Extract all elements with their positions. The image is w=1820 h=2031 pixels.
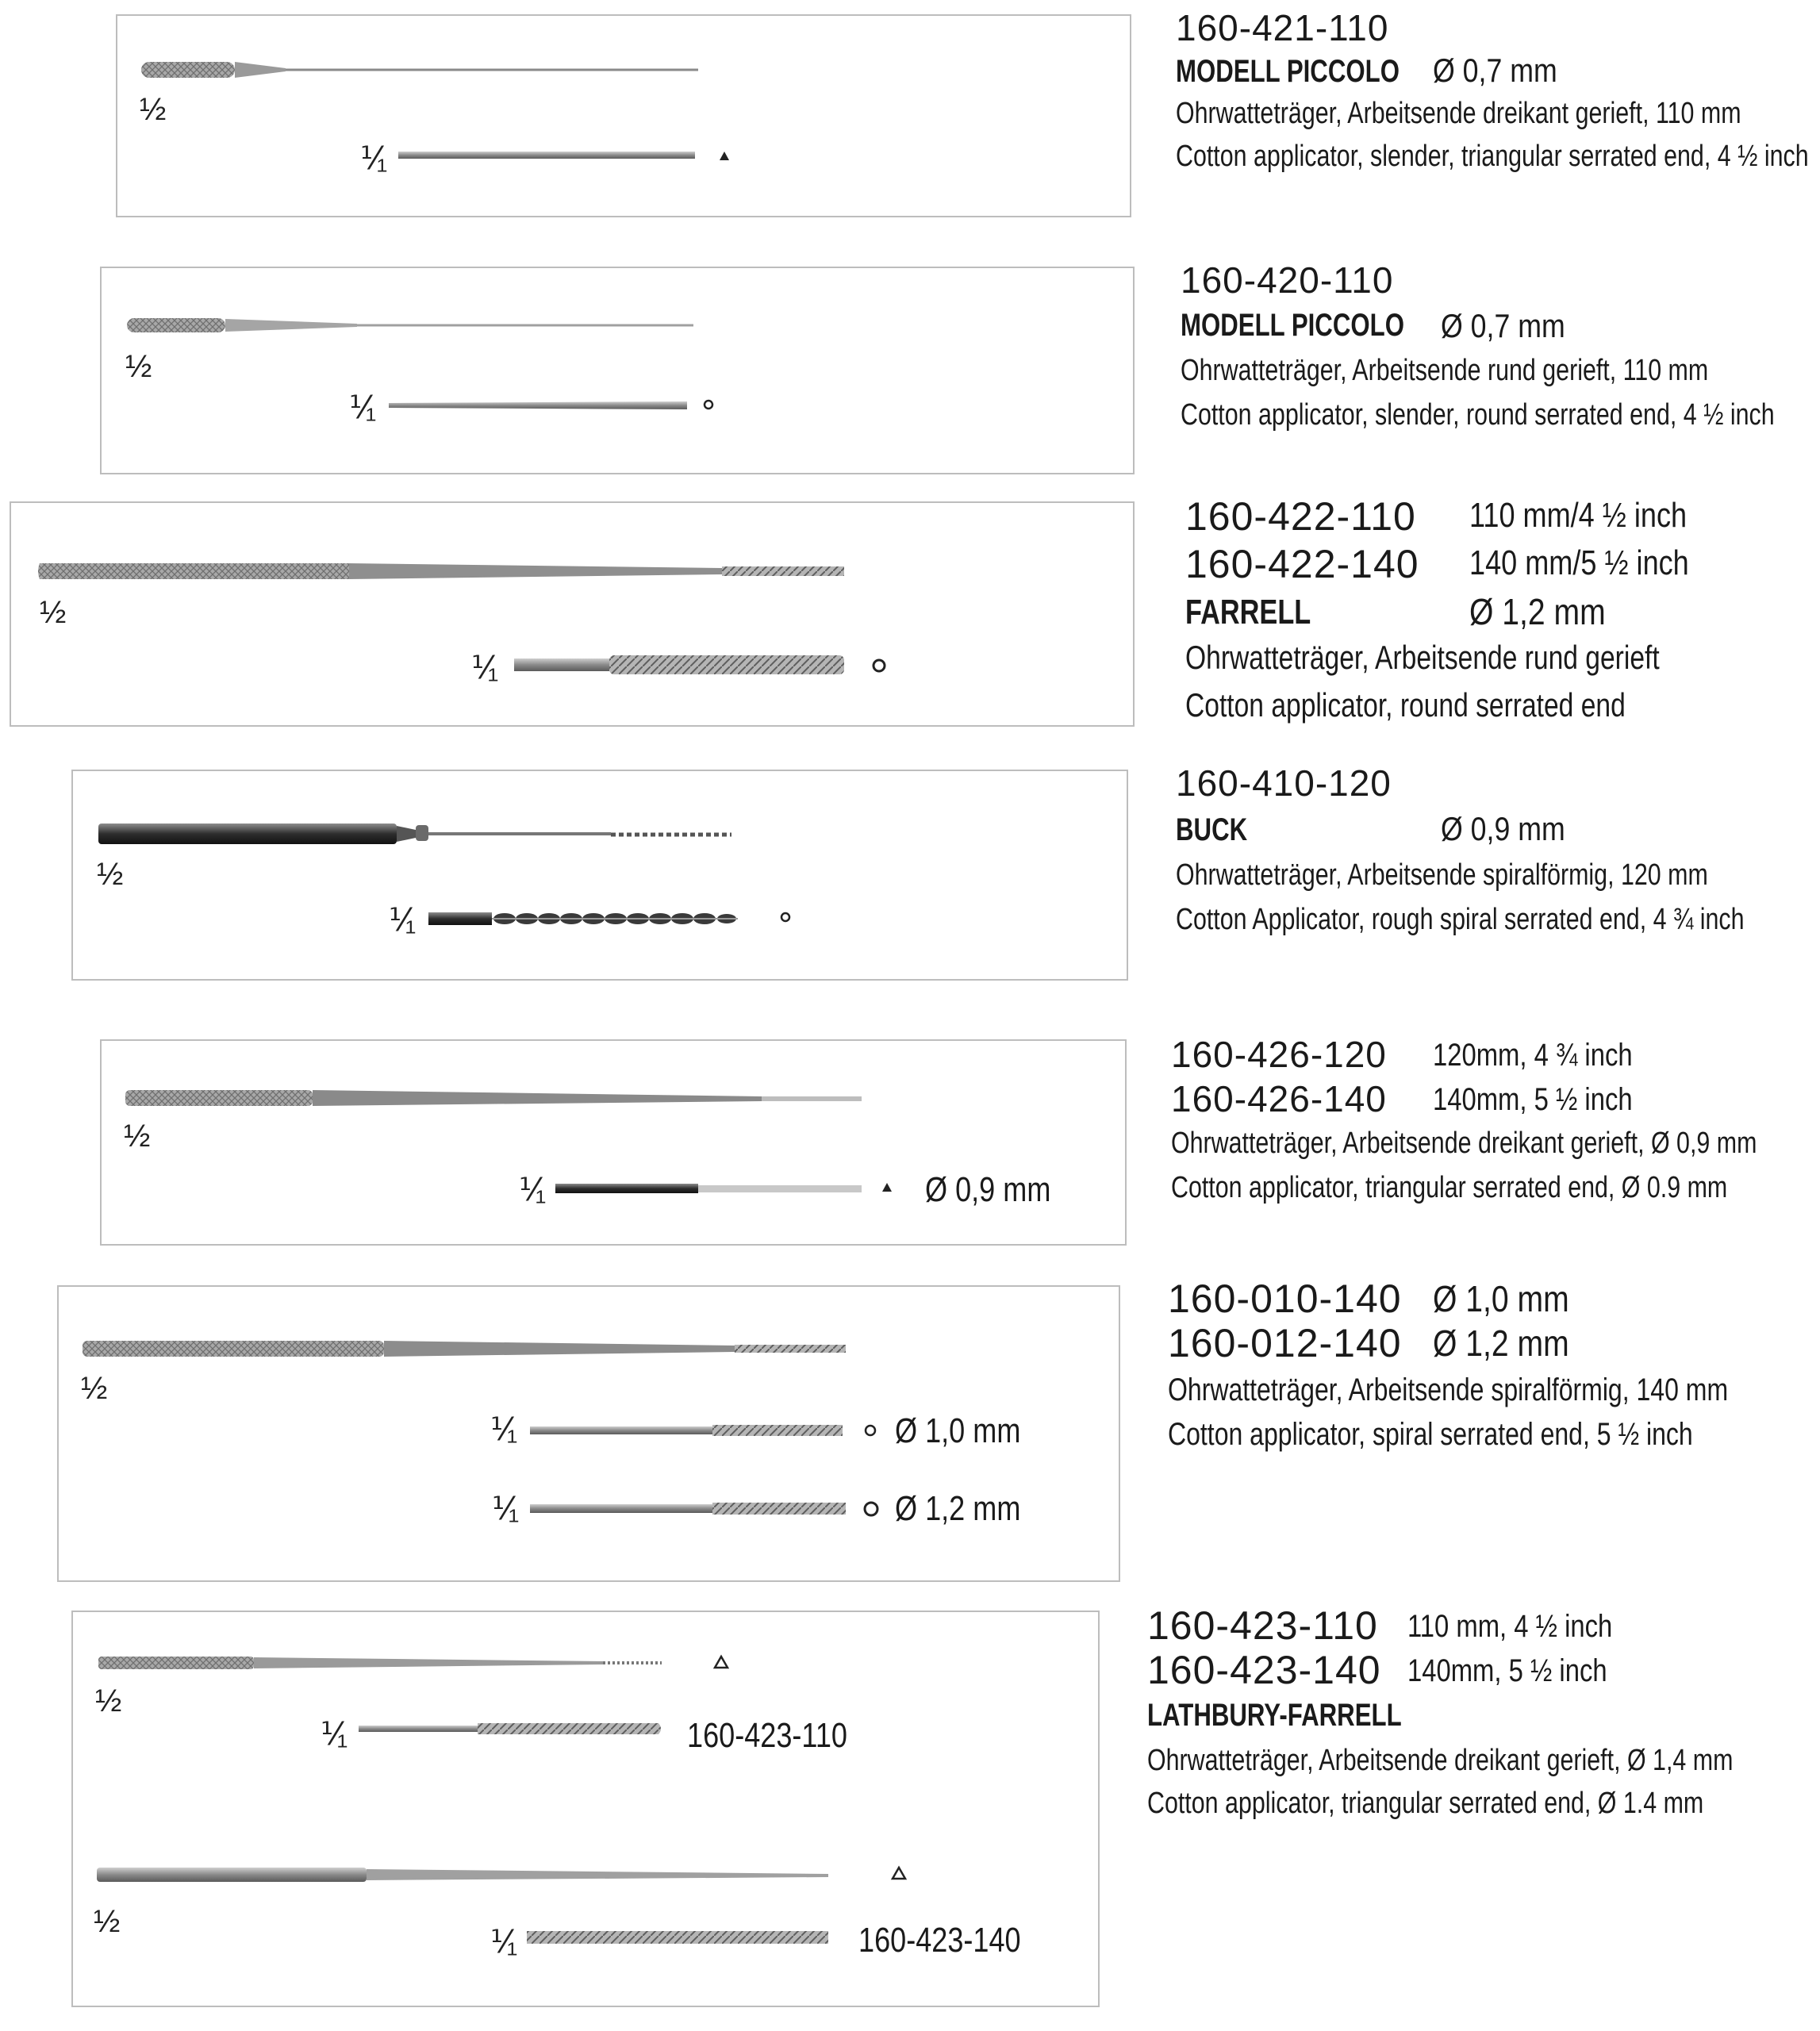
handle-plain: [97, 1868, 367, 1882]
model-name: MODELL PICCOLO: [1176, 54, 1400, 89]
size: 140mm, 5 ½ inch: [1407, 1653, 1607, 1688]
triangle-icon: [715, 1657, 728, 1668]
size: 140 mm/5 ½ inch: [1469, 543, 1689, 582]
article-number: 160-426-120: [1171, 1034, 1387, 1075]
scale-half: ½: [94, 1904, 119, 1939]
description-english: Cotton Applicator, rough spiral serrated end, 4 ¾ inch: [1176, 903, 1745, 936]
article-number: 160-410-120: [1176, 762, 1392, 804]
diameter: Ø 0,7 mm: [1433, 52, 1557, 89]
scale-half: ½: [125, 349, 151, 384]
box-diameter-label: Ø 0,9 mm: [925, 1170, 1051, 1209]
box-article-label: 160-423-110: [687, 1716, 847, 1755]
description-english: Cotton applicator, slender, triangular serrated end, 4 ½ inch: [1176, 140, 1809, 173]
model-name: MODELL PICCOLO: [1181, 308, 1404, 343]
size: 110 mm, 4 ½ inch: [1407, 1609, 1613, 1644]
article-number: 160-420-110: [1181, 259, 1394, 301]
description-english: Cotton applicator, slender, round serrated end, 4 ½ inch: [1181, 398, 1775, 432]
diameter: Ø 1,2 mm: [1469, 591, 1606, 632]
diameter: Ø 1,0 mm: [1433, 1278, 1569, 1319]
size: 120mm, 4 ¾ inch: [1433, 1038, 1633, 1073]
tip-detail-serrated: [478, 1723, 661, 1734]
taper: [367, 1869, 828, 1880]
description-german: Ohrwatteträger, Arbeitsende spiralförmig, 140 mm: [1168, 1373, 1729, 1407]
article-number: 160-010-140: [1168, 1277, 1402, 1321]
article-number: 160-423-140: [1147, 1648, 1381, 1692]
model-name: BUCK: [1176, 812, 1248, 847]
scale-full: ⅟₁: [490, 1412, 516, 1447]
scale-full: ⅟₁: [349, 390, 375, 425]
scale-half: ½: [124, 1119, 149, 1154]
size: 110 mm/4 ½ inch: [1469, 496, 1688, 535]
scale-half: ½: [95, 1684, 121, 1718]
box-diameter-label: Ø 1,2 mm: [895, 1489, 1021, 1528]
description-english: Cotton applicator, triangular serrated end, Ø 1.4 mm: [1147, 1787, 1704, 1820]
scale-full: ⅟₁: [471, 651, 497, 685]
scale-full: ⅟₁: [360, 141, 386, 176]
description-german: Ohrwatteträger, Arbeitsende dreikant gerieft, 110 mm: [1176, 97, 1741, 130]
description-english: Cotton applicator, triangular serrated end, Ø 0.9 mm: [1171, 1171, 1728, 1204]
triangle-icon: [893, 1868, 905, 1879]
article-number: 160-426-140: [1171, 1078, 1387, 1119]
scale-full: ⅟₁: [490, 1925, 516, 1960]
diameter: Ø 0,9 mm: [1441, 810, 1565, 847]
article-number: 160-421-110: [1176, 7, 1389, 48]
taper: [254, 1657, 603, 1668]
handle-knurled: [98, 1657, 254, 1669]
scale-half: ½: [40, 595, 65, 630]
article-number: 160-423-110: [1147, 1603, 1378, 1648]
description-german: Ohrwatteträger, Arbeitsende rund gerieft, 110 mm: [1181, 354, 1709, 387]
scale-full: ⅟₁: [492, 1492, 518, 1526]
size: 140mm, 5 ½ inch: [1433, 1082, 1633, 1117]
description-german: Ohrwatteträger, Arbeitsende dreikant gerieft, Ø 0,9 mm: [1171, 1127, 1757, 1160]
scale-half: ½: [81, 1371, 106, 1406]
box-diameter-label: Ø 1,0 mm: [895, 1411, 1021, 1450]
model-name: LATHBURY-FARRELL: [1147, 1698, 1402, 1733]
model-name: FARRELL: [1185, 593, 1311, 632]
scale-full: ⅟₁: [321, 1717, 347, 1752]
diameter: Ø 0,7 mm: [1441, 307, 1565, 344]
description-english: Cotton applicator, spiral serrated end, 5 ½ inch: [1168, 1417, 1693, 1452]
diameter: Ø 1,2 mm: [1433, 1323, 1569, 1364]
article-number: 160-012-140: [1168, 1321, 1402, 1365]
scale-half: ½: [97, 857, 122, 892]
scale-full: ⅟₁: [389, 903, 415, 938]
scale-full: ⅟₁: [519, 1173, 545, 1207]
tip-detail-shaft: [359, 1726, 478, 1732]
article-number: 160-422-140: [1185, 542, 1419, 586]
description-english: Cotton applicator, round serrated end: [1185, 686, 1626, 724]
article-number: 160-422-110: [1185, 494, 1416, 539]
description-german: Ohrwatteträger, Arbeitsende dreikant gerieft, Ø 1,4 mm: [1147, 1744, 1734, 1777]
scale-half: ½: [140, 92, 165, 127]
description-german: Ohrwatteträger, Arbeitsende spiralförmig, 120 mm: [1176, 858, 1708, 892]
description-german: Ohrwatteträger, Arbeitsende rund gerieft: [1185, 639, 1660, 676]
tip-detail-serrated: [527, 1931, 828, 1944]
box-article-label: 160-423-140: [858, 1921, 1021, 1960]
